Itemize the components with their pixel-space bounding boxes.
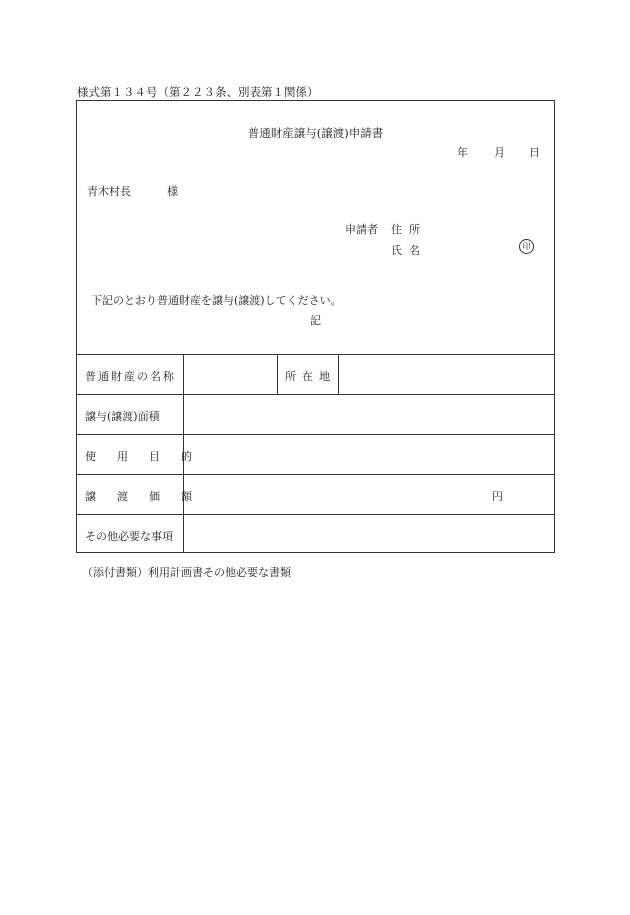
request-statement: 下記のとおり普通財産を譲与(譲渡)してください。 — [91, 294, 342, 307]
applicant-address-label: 住所 — [391, 223, 427, 236]
addressee-name: 青木村長 — [87, 185, 131, 198]
location-label: 所在地 — [285, 370, 336, 383]
date-month-label: 月 — [494, 146, 505, 159]
form-number: 様式第１３４号（第２２３条、別表第１関係） — [77, 85, 319, 99]
purpose-label: 使用目的 — [85, 450, 213, 463]
form-title: 普通財産譲与(譲渡)申請書 — [247, 126, 384, 140]
other-matters-label: その他必要な事項 — [85, 530, 173, 543]
property-name-label: 普通財産の名称 — [85, 370, 176, 383]
yen-unit: 円 — [492, 490, 503, 503]
location-value-divider — [338, 354, 339, 394]
application-form — [76, 100, 555, 553]
row-divider — [77, 474, 554, 475]
price-label: 譲渡価額 — [85, 490, 213, 503]
row-divider — [77, 514, 554, 515]
location-column-divider — [277, 354, 278, 394]
addressee-honorific: 様 — [167, 185, 178, 198]
date-day-label: 日 — [529, 146, 540, 159]
ki-heading: 記 — [310, 314, 321, 327]
attachments-note: （添付書類）利用計画書その他必要な書類 — [82, 566, 291, 579]
row-divider — [77, 434, 554, 435]
table-top-rule — [77, 354, 554, 355]
applicant-label: 申請者 — [345, 223, 378, 236]
area-label: 譲与(譲渡)面積 — [85, 410, 160, 423]
applicant-name-label: 氏名 — [391, 244, 427, 257]
seal-mark: 印 — [519, 239, 534, 254]
date-year-label: 年 — [457, 146, 468, 159]
row-divider — [77, 394, 554, 395]
